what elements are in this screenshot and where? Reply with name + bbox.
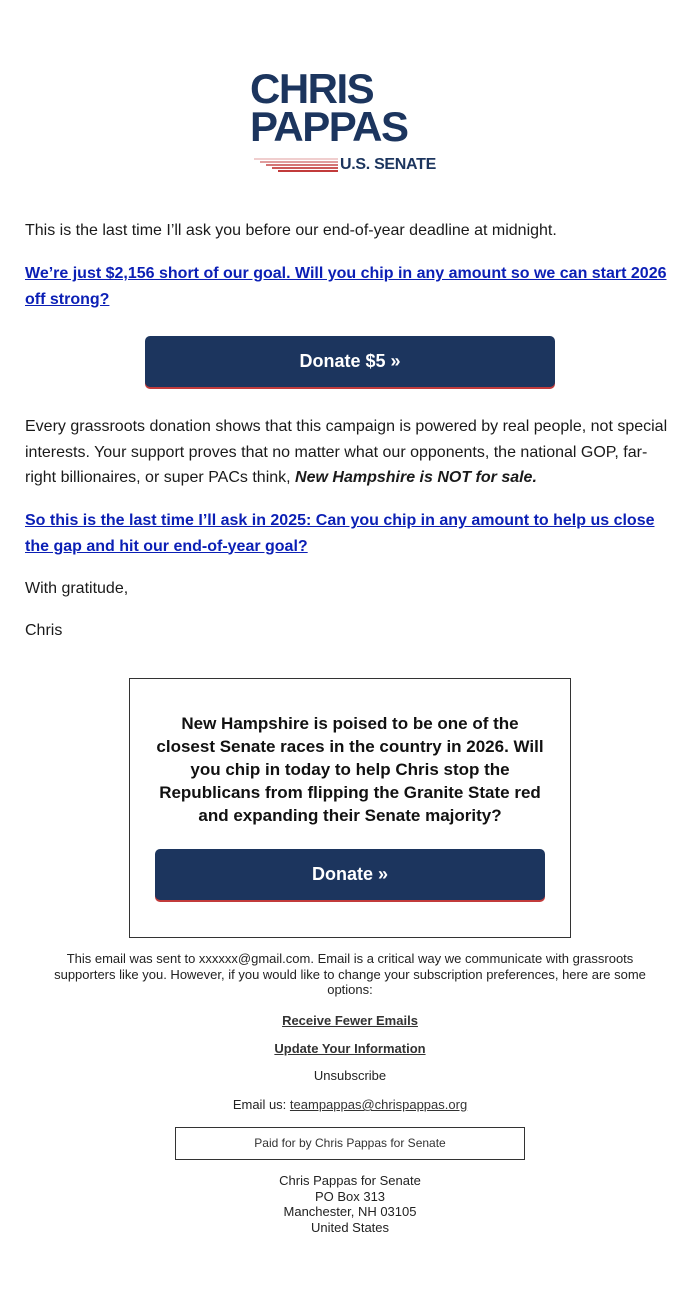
grassroots-text: Every grassroots donation shows that this campaign is powered by real people, not special interests. Your support proves that no matter what our opponents, the national GOP, far-right billionaires, or super PACs think, (25, 418, 668, 486)
logo-subtitle: U.S. SENATE (340, 156, 436, 173)
nh-not-for-sale-text: New Hampshire is NOT for sale. (295, 469, 537, 486)
logo-line-2: PAPPAS (250, 103, 408, 150)
unsubscribe-link[interactable]: Unsubscribe (313, 1068, 387, 1083)
signoff-text: With gratitude, (25, 580, 129, 597)
campaign-logo (250, 65, 455, 176)
mailing-address (50, 1173, 650, 1235)
close-gap-paragraph (25, 508, 675, 559)
fewer-emails-row (50, 1013, 650, 1029)
goal-link[interactable]: We’re just $2,156 short of our goal. Will you chip in any amount so we can start 2026 off strong? (25, 265, 667, 308)
contact-email-link[interactable]: teampappas@chrispappas.org (289, 1097, 468, 1112)
address-line: United States (310, 1219, 390, 1235)
email-us-row (50, 1097, 650, 1113)
signature-text: Chris (25, 622, 63, 639)
close-gap-link[interactable]: So this is the last time I’ll ask in 2025: Can you chip in any amount to help us close the gap and hit our end-of-year goal? (25, 512, 655, 555)
unsubscribe-row (50, 1068, 650, 1084)
footer-notice: This email was sent to xxxxxx@gmail.com. Email is a critical way we communicate with grassroots supporters like you. However, if you would like to change your subscription preferences, here are some options: (54, 951, 646, 997)
address-line: Manchester, NH 03105 (283, 1204, 417, 1219)
update-information-link[interactable]: Update Your Information (274, 1041, 426, 1056)
grassroots-paragraph (25, 414, 675, 491)
flag-stripes-icon (254, 158, 338, 172)
donate-button[interactable]: Donate » (155, 849, 545, 900)
receive-fewer-emails-link[interactable]: Receive Fewer Emails (282, 1013, 418, 1028)
logo-line-1: CHRIS (250, 65, 374, 112)
email-us-label: Email us: (232, 1097, 287, 1112)
goal-paragraph (25, 261, 675, 312)
callout-text: New Hampshire is poised to be one of the closest Senate races in the country in 2026. Will you chip in today to help Chris stop the Republicans from flipping the Granite State red and expanding their Senate majority? (156, 714, 544, 825)
intro-text: This is the last time I’ll ask you before our end-of-year deadline at midnight. (25, 222, 557, 239)
address-line: Chris Pappas for Senate (279, 1173, 421, 1188)
paid-for-disclaimer: Paid for by Chris Pappas for Senate (175, 1127, 525, 1160)
donate-5-button[interactable]: Donate $5 » (145, 336, 555, 387)
address-line: PO Box 313 (314, 1188, 386, 1204)
update-info-row (50, 1041, 650, 1057)
